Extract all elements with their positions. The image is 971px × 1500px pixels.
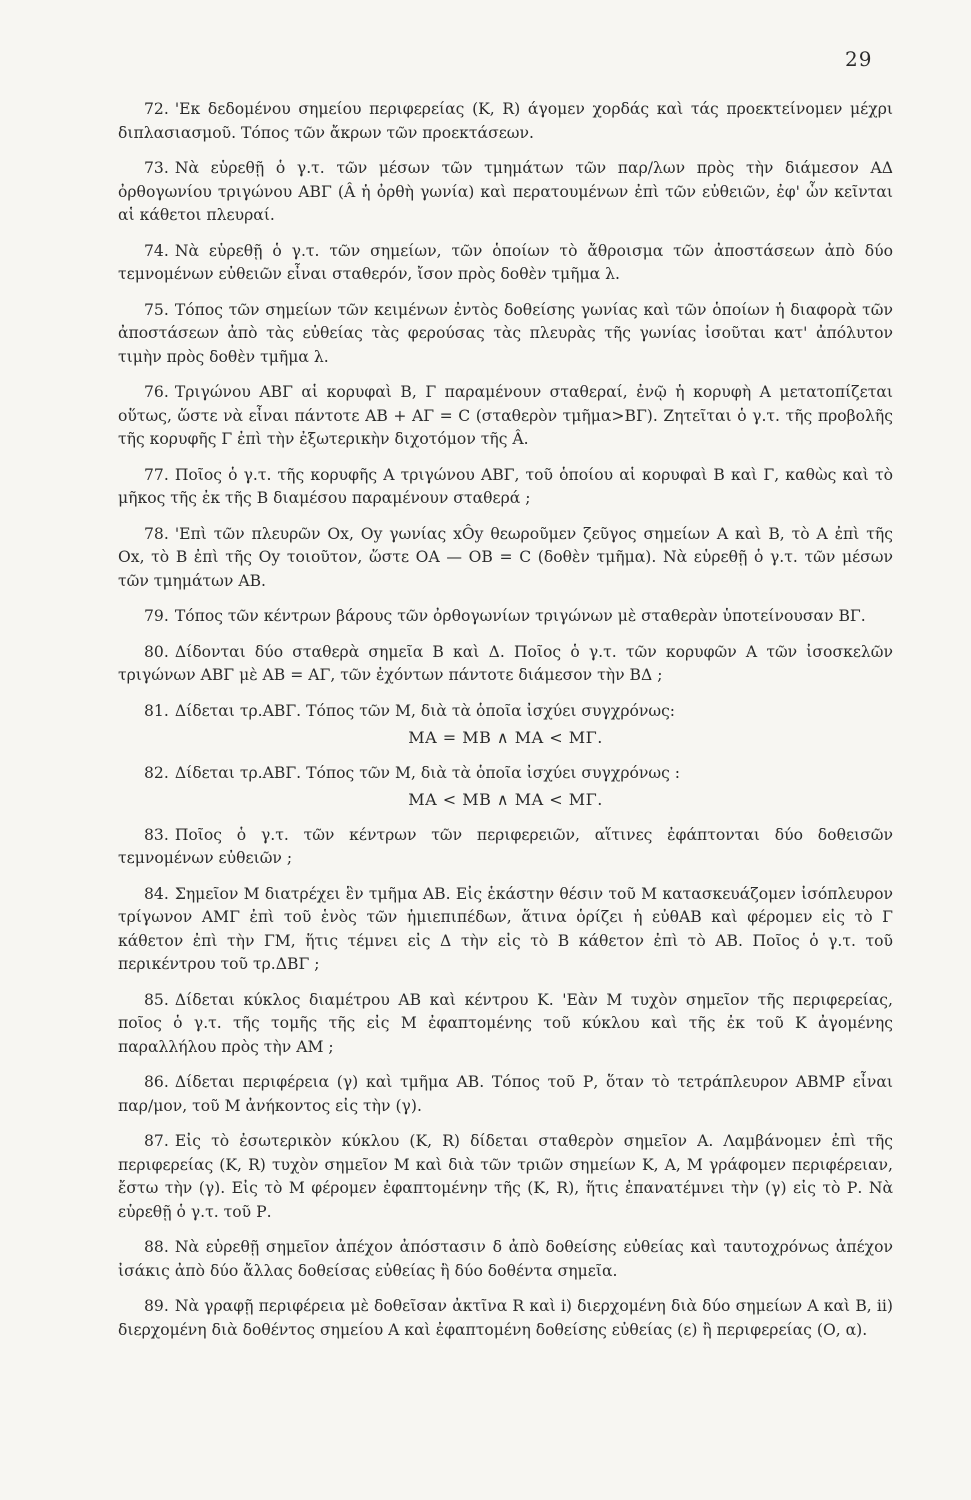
- problem-text: Νὰ εὑρεθῇ ὁ γ.τ. τῶν σημείων, τῶν ὁποίων τὸ ἄθροισμα τῶν ἀποστάσεων ἀπὸ δύο τεμνομένων εὐθειῶν εἶναι σταθερόν, ἴσον πρὸς δοθὲν τμῆμα λ.: [118, 241, 893, 283]
- problem-text: Ποῖος ὁ γ.τ. τῶν κέντρων τῶν περιφερειῶν, αἵτινες ἐφάπτονται δύο δοθεισῶν τεμνομένων εὐθειῶν ;: [118, 825, 893, 867]
- problem-text: Σημεῖον Μ διατρέχει ἓν τμῆμα ΑΒ. Εἰς ἑκάστην θέσιν τοῦ Μ κατασκευάζομεν ἰσόπλευρον τρίγωνον ΑΜΓ ἐπὶ τοῦ ἑνὸς τῶν ἡμιεπιπέδων, ἅτινα ὁρίζει ἡ εὐθΑΒ καὶ φέρομεν εἰς τὸ Γ κάθετον ἐπὶ τὴν ΓΜ, ἥτις τέμνει εἰς Δ τὴν εἰς τὸ Β κάθετον ἐπὶ τὸ ΑΒ. Ποῖος ὁ γ.τ. τοῦ περικέντρου τοῦ τρ.ΔΒΓ ;: [118, 884, 893, 973]
- problem-number: 77.: [144, 465, 169, 484]
- problem-text: Νὰ γραφῇ περιφέρεια μὲ δοθεῖσαν ἀκτῖνα R καὶ i) διερχομένη διὰ δύο σημείων Α καὶ Β, ii) διερχομένη διὰ δοθέντος σημείου Α καὶ ἐφαπτομένη δοθείσης εὐθείας (ε) ἢ περιφερείας (Ο, α).: [118, 1297, 893, 1339]
- formula: ΜΑ = ΜΒ ∧ ΜΑ < ΜΓ.: [408, 728, 603, 747]
- problem-79: [118, 605, 893, 629]
- problem-number: 84.: [144, 884, 169, 903]
- problem-text: Νὰ εὑρεθῇ σημεῖον ἀπέχον ἀπόστασιν δ ἀπὸ δοθείσης εὐθείας καὶ ταυτοχρόνως ἀπέχον ἰσάκις ἀπὸ δύο ἄλλας δοθείσας εὐθείας ἢ δύο δοθέντα σημεῖα.: [118, 1238, 893, 1280]
- problem-text: Δίδεται τρ.ΑΒΓ. Τόπος τῶν Μ, διὰ τὰ ὁποῖα ἰσχύει συγχρόνως :: [174, 763, 681, 782]
- problem-text: Τριγώνου ΑΒΓ αἱ κορυφαὶ Β, Γ παραμένουν σταθεραί, ἐνῷ ἡ κορυφὴ Α μετατοπίζεται οὕτως, ὥστε νὰ εἶναι πάντοτε ΑΒ + ΑΓ = C (σταθερὸν τμῆμα>ΒΓ). Ζητεῖται ὁ γ.τ. τῆς προβολῆς τῆς κορυφῆς Γ ἐπὶ τὴν ἐξωτερικὴν διχοτόμον τῆς Â.: [118, 383, 893, 448]
- problem-number: 76.: [144, 383, 169, 401]
- problem-74: [118, 240, 893, 287]
- problem-number: 87.: [144, 1132, 169, 1150]
- problem-80: [118, 641, 893, 688]
- problem-number: 75.: [144, 300, 169, 319]
- problem-text: Δίδεται περιφέρεια (γ) καὶ τμῆμα ΑΒ. Τόπος τοῦ Ρ, ὅταν τὸ τετράπλευρον ΑΒΜΡ εἶναι παρ/μον, τοῦ Μ ἀνήκοντος εἰς τὴν (γ).: [118, 1073, 893, 1115]
- problem-text: 'Εκ δεδομένου σημείου περιφερείας (Κ, R) άγομεν χορδάς καὶ τάς προεκτείνομεν μέχρι διπλασιασμοῦ. Τόπος τῶν ἄκρων τῶν προεκτάσεων.: [118, 100, 893, 142]
- problem-83: [118, 824, 893, 871]
- problem-81: [118, 700, 893, 750]
- problem-82: [118, 762, 893, 812]
- problem-text: Δίδονται δύο σταθερὰ σημεῖα Β καὶ Δ. Ποῖος ὁ γ.τ. τῶν κορυφῶν Α τῶν ἰσοσκελῶν τριγώνων ΑΒΓ μὲ ΑΒ = ΑΓ, τῶν ἐχόντων πάντοτε διάμεσον τὴν ΒΔ ;: [118, 642, 893, 684]
- problem-88: [118, 1236, 893, 1283]
- problem-number: 82.: [144, 763, 169, 782]
- problem-text: Ποῖος ὁ γ.τ. τῆς κορυφῆς Α τριγώνου ΑΒΓ, τοῦ ὁποίου αἱ κορυφαὶ Β καὶ Γ, καθὼς καὶ τὸ μῆκος τῆς ἐκ τῆς Β διαμέσου παραμένουν σταθερά ;: [118, 465, 893, 507]
- problem-list: [118, 98, 893, 1354]
- problem-number: 72.: [144, 100, 169, 118]
- problem-number: 81.: [144, 701, 169, 720]
- problem-number: 74.: [144, 241, 169, 260]
- problem-number: 78.: [144, 524, 169, 543]
- problem-78: [118, 523, 893, 594]
- problem-89: [118, 1295, 893, 1342]
- problem-number: 83.: [144, 825, 169, 844]
- problem-number: 85.: [144, 990, 169, 1009]
- formula: ΜΑ < ΜΒ ∧ ΜΑ < ΜΓ.: [408, 790, 603, 809]
- problem-73: [118, 157, 893, 228]
- problem-text: Νὰ εὑρεθῇ ὁ γ.τ. τῶν μέσων τῶν τμημάτων τῶν παρ/λων πρὸς τὴν διάμεσον ΑΔ ὀρθογωνίου τριγώνου ΑΒΓ (Â ἡ ὀρθὴ γωνία) καὶ περατουμένων ἐπὶ τῶν εὐθειῶν, ἐφ' ὧν κεῖνται αἱ κάθετοι πλευραί.: [118, 159, 893, 224]
- problem-text: Τόπος τῶν κέντρων βάρους τῶν ὀρθογωνίων τριγώνων μὲ σταθερὰν ὑποτείνουσαν ΒΓ.: [174, 607, 866, 625]
- problem-number: 88.: [144, 1238, 169, 1256]
- problem-number: 86.: [144, 1073, 169, 1091]
- problem-text: Εἰς τὸ ἐσωτερικὸν κύκλου (Κ, R) δίδεται σταθερὸν σημεῖον Α. Λαμβάνομεν ἐπὶ τῆς περιφερείας (Κ, R) τυχὸν σημεῖον Μ καὶ διὰ τῶν τριῶν σημείων Κ, Α, Μ γράφομεν περιφέρειαν, ἔστω τὴν (γ). Εἰς τὸ Μ φέρομεν ἐφαπτομένην τῆς (Κ, R), ἥτις ἐπανατέμνει τὴν (γ) εἰς τὸ Ρ. Νὰ εὑρεθῇ ὁ γ.τ. τοῦ Ρ.: [118, 1132, 893, 1221]
- problem-72: [118, 98, 893, 145]
- problem-75: [118, 299, 893, 370]
- problem-86: [118, 1071, 893, 1118]
- problem-text: Δίδεται τρ.ΑΒΓ. Τόπος τῶν Μ, διὰ τὰ ὁποῖα ἰσχύει συγχρόνως:: [174, 701, 676, 720]
- problem-number: 79.: [144, 607, 169, 625]
- problem-85: [118, 989, 893, 1060]
- problem-number: 73.: [144, 159, 169, 177]
- problem-number: 80.: [144, 642, 169, 661]
- problem-87: [118, 1130, 893, 1224]
- problem-77: [118, 464, 893, 511]
- problem-76: [118, 381, 893, 452]
- problem-text: Δίδεται κύκλος διαμέτρου ΑΒ καὶ κέντρου Κ. 'Εὰν Μ τυχὸν σημεῖον τῆς περιφερείας, ποῖος ὁ γ.τ. τῆς τομῆς τῆς εἰς Μ ἐφαπτομένης τοῦ κύκλου καὶ τῆς ἐκ τοῦ Κ ἀγομένης παραλλήλου πρὸς τὴν ΑΜ ;: [118, 990, 893, 1056]
- problem-text: Τόπος τῶν σημείων τῶν κειμένων ἐντὸς δοθείσης γωνίας καὶ τῶν ὁποίων ἡ διαφορὰ τῶν ἀποστάσεων ἀπὸ τὰς εὐθείας τὰς φερούσας τὰς πλευρὰς τῆς γωνίας ἰσοῦται κατ' ἀπόλυτον τιμὴν πρὸς δοθὲν τμῆμα λ.: [118, 300, 893, 366]
- page-number: 29: [845, 47, 873, 71]
- problem-text: 'Επὶ τῶν πλευρῶν Οx, Οy γωνίας xÔy θεωροῦμεν ζεῦγος σημείων Α καὶ Β, τὸ Α ἐπὶ τῆς Οx, τὸ Β ἐπὶ τῆς Οy τοιοῦτον, ὥστε ΟΑ — ΟΒ = C (δοθὲν τμῆμα). Νὰ εὑρεθῇ ὁ γ.τ. τῶν μέσων τῶν τμημάτων ΑΒ.: [118, 524, 893, 590]
- problem-number: 89.: [144, 1297, 169, 1315]
- problem-84: [118, 883, 893, 977]
